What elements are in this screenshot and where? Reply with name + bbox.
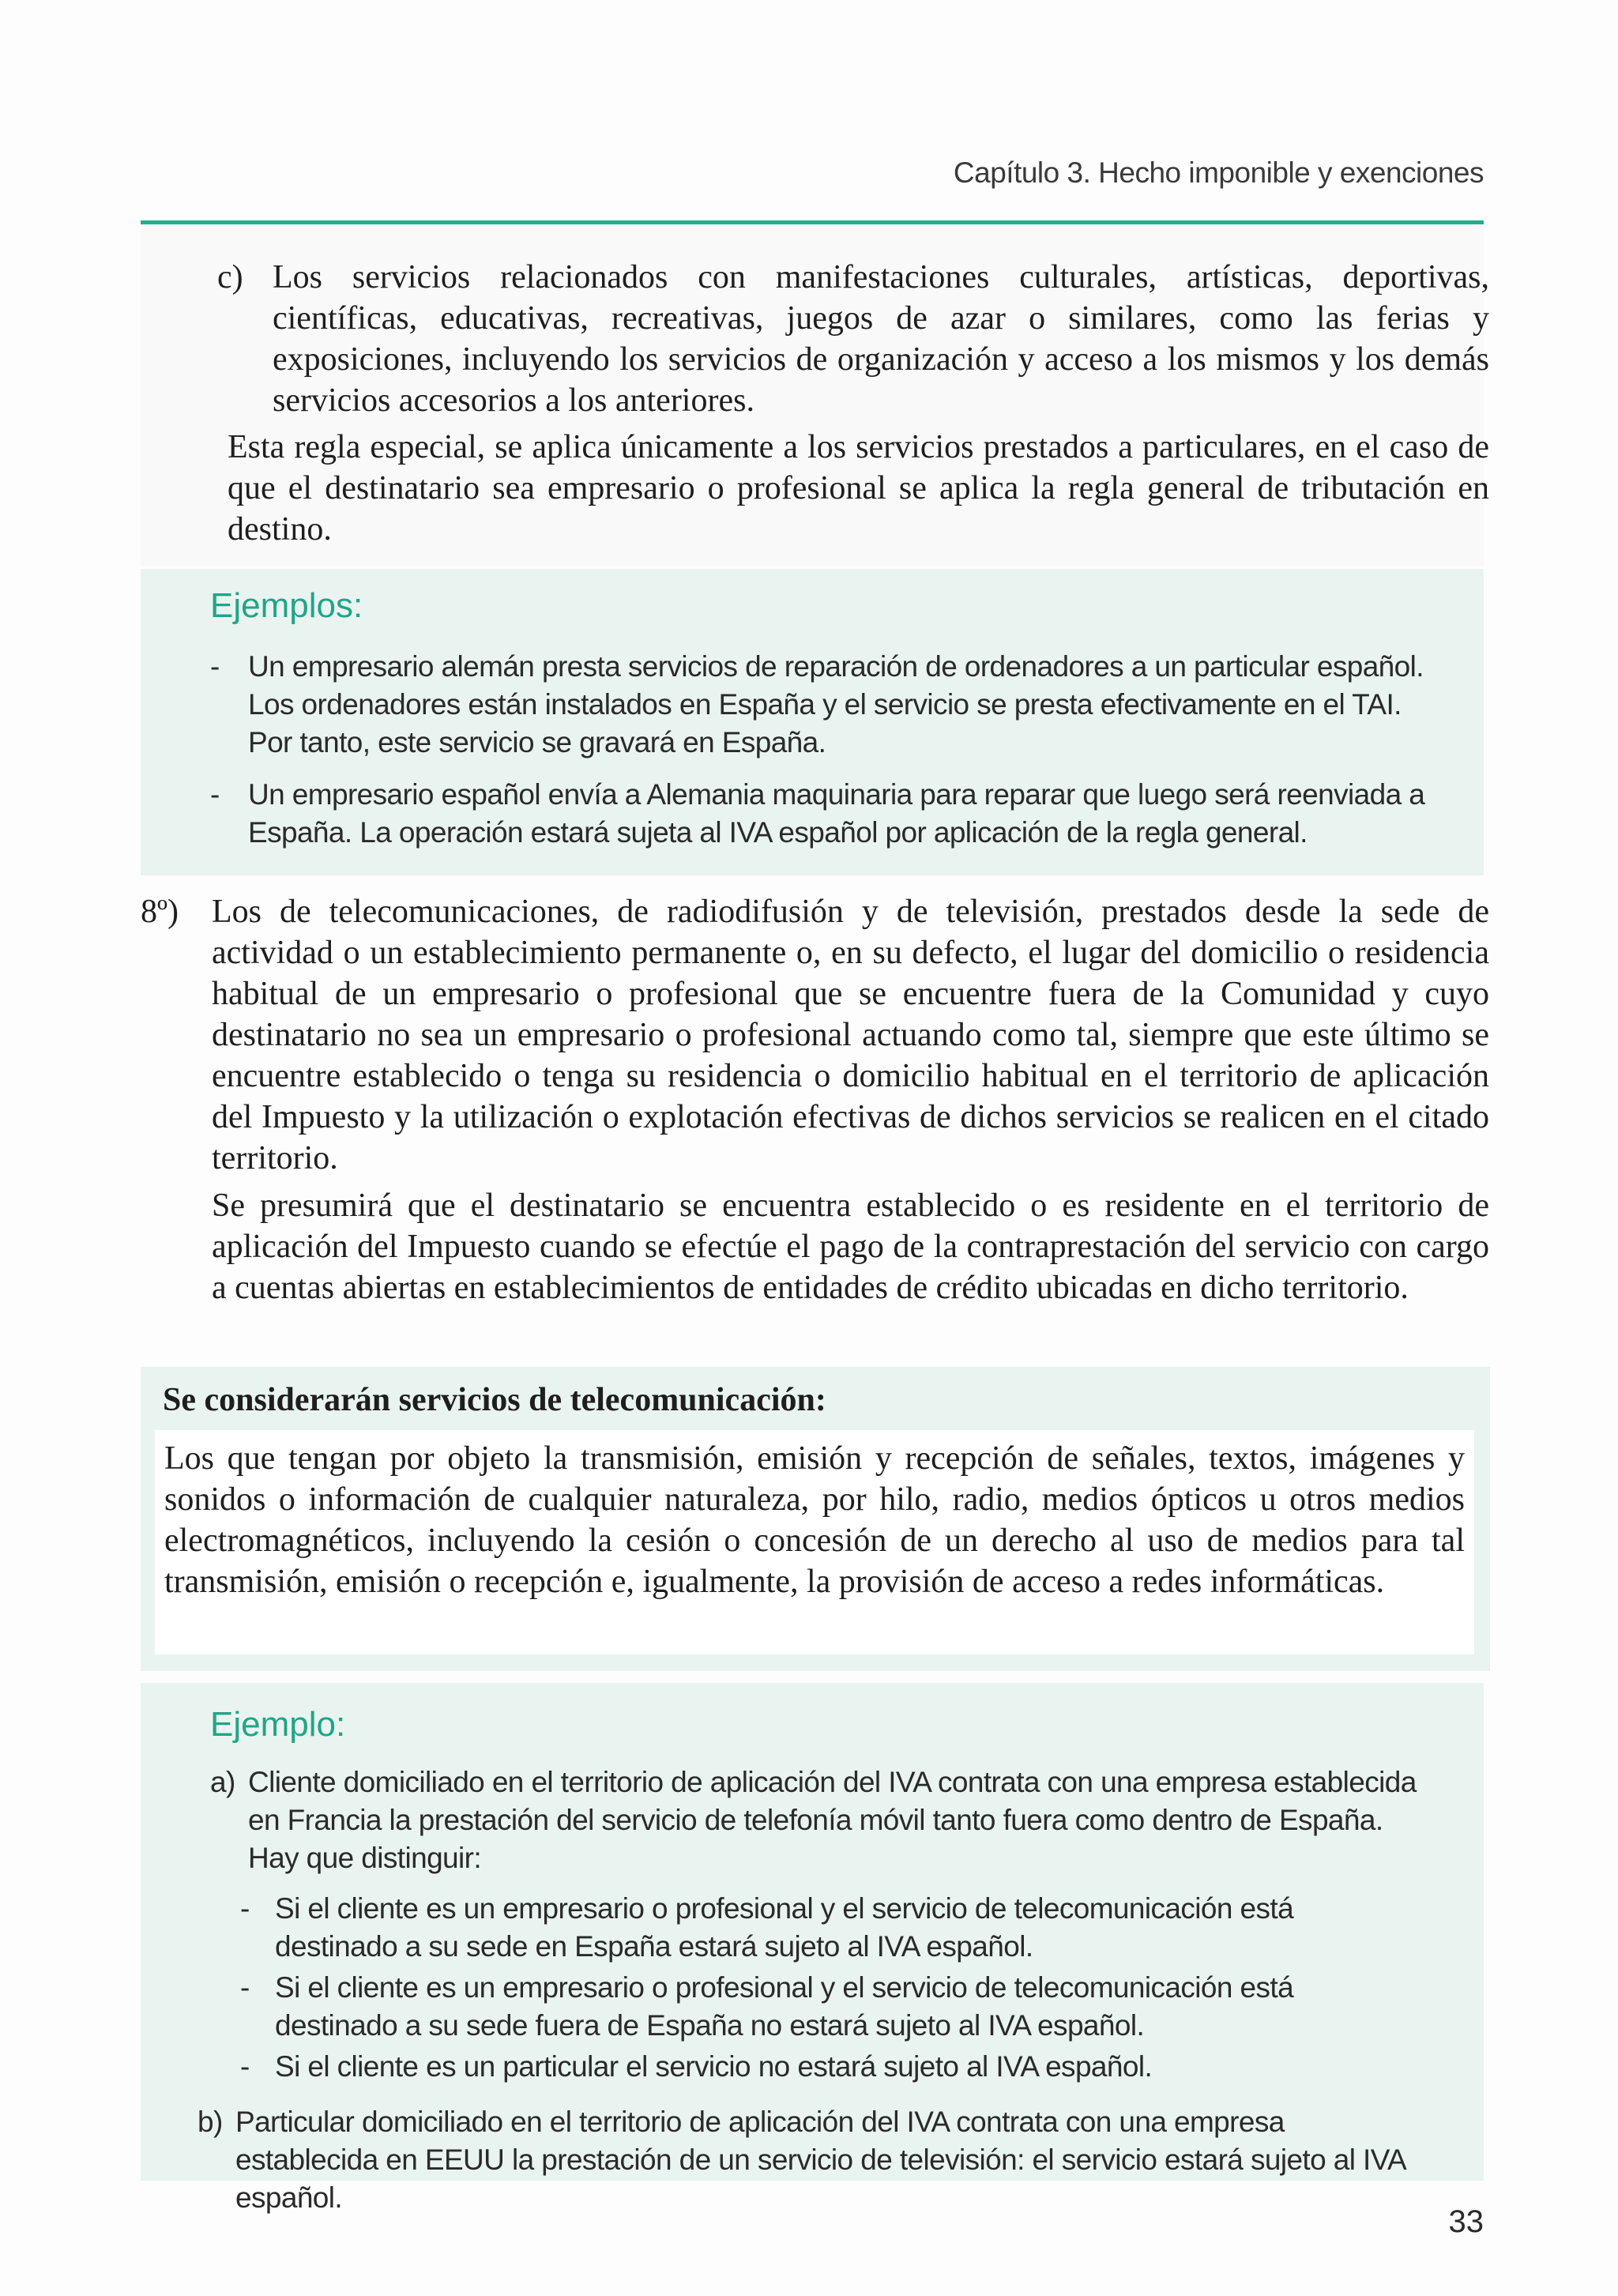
ejemplos-box xyxy=(141,569,1484,875)
dash-marker: - xyxy=(210,650,220,683)
list-item-text: Un empresario español envía a Alemania maquinaria para reparar que luego será reenviada a España. La operación estará sujeta al IVA español por aplicación de la regla general. xyxy=(248,778,1425,849)
list-item-text: Los de telecomunicaciones, de radiodifusión y de televisión, prestados desde la sede de actividad o un establecimiento permanente o, en su defecto, el lugar del domicilio o residencia habitual de un empresario o profesional que se encuentre fuera de la Comunidad y cuyo destinatario no sea un empresario o profesional actuando como tal, siempre que este último se encuentre establecido o tenga su residencia o domicilio habitual en el territorio de aplicación del Impuesto y la utilización o explotación efectivas de dichos servicios se realicen en el citado territorio. xyxy=(212,894,1489,1176)
list-item xyxy=(210,648,1427,762)
dash-marker: - xyxy=(210,778,220,811)
list-item-text: Si el cliente es un particular el servicio no estará sujeto al IVA español. xyxy=(275,2050,1153,2083)
ejemplo-heading: Ejemplo: xyxy=(210,1705,346,1744)
ejemplo-box xyxy=(141,1683,1484,2214)
list-item xyxy=(210,776,1427,852)
list-label: a) xyxy=(210,1766,235,1798)
ejemplos-heading: Ejemplos: xyxy=(210,586,363,625)
page-number: 33 xyxy=(1448,2204,1484,2239)
list-item-c xyxy=(217,257,1489,421)
list-item-text: Particular domiciliado en el territorio de aplicación del IVA contrata con una empresa establecida en EEUU la prestación de un servicio de televisión: el servicio estará sujeto al IVA español. xyxy=(235,2106,1405,2214)
case-a xyxy=(210,1763,1427,1877)
list-item xyxy=(240,2048,1409,2086)
list-item-text: Un empresario alemán presta servicios de reparación de ordenadores a un particular español. Los ordenadores están instalados en España y el servicio se presta efectivamente en el TAI. Por tanto, este servicio se gravará en España. xyxy=(248,650,1424,758)
dash-marker: - xyxy=(240,1892,250,1925)
header-divider xyxy=(141,220,1484,224)
dash-marker: - xyxy=(240,2050,250,2083)
telecom-heading: Se considerarán servicios de telecomunicación: xyxy=(163,1382,826,1418)
list-label: 8º) xyxy=(141,894,179,930)
list-label: c) xyxy=(217,259,243,295)
rule-note-paragraph: Esta regla especial, se aplica únicamente a los servicios prestados a particulares, en el caso de que el destinatario sea empresario o profesional se aplica la regla general de tributación en destino. xyxy=(228,429,1489,548)
list-item xyxy=(240,1890,1409,1966)
dash-marker: - xyxy=(240,1971,250,2004)
telecom-definition: Los que tengan por objeto la transmisión, emisión y recepción de señales, textos, imágenes y sonidos o información de cualquier naturaleza, por hilo, radio, medios ópticos u otros medios electromagnéticos, incluyendo la cesión o concesión de un derecho al uso de medios para tal transmisión, emisión o recepción e, igualmente, la provisión de acceso a redes informáticas. xyxy=(155,1430,1474,1654)
list-item-text: Cliente domiciliado en el territorio de aplicación del IVA contrata con una empresa establecida en Francia la prestación del servicio de telefonía móvil tanto fuera como dentro de España. Hay que distinguir: xyxy=(248,1766,1417,1874)
list-item-text: Los servicios relacionados con manifestaciones culturales, artísticas, deportivas, científicas, educativas, recreativas, juegos de azar o similares, como las ferias y exposiciones, incluyendo los servicios de organización y acceso a los mismos y los demás servicios accesorios a los anteriores. xyxy=(273,259,1489,419)
list-item xyxy=(240,1969,1409,2045)
list-item-text: Si el cliente es un empresario o profesional y el servicio de telecomunicación está destinado a su sede en España estará sujeto al IVA español. xyxy=(275,1892,1294,1963)
list-item-text: Si el cliente es un empresario o profesional y el servicio de telecomunicación está destinado a su sede fuera de España no estará sujeto al IVA español. xyxy=(275,1971,1294,2042)
list-label: b) xyxy=(198,2106,223,2138)
list-item-8 xyxy=(141,891,1489,1179)
case-b xyxy=(198,2103,1430,2217)
presumption-paragraph: Se presumirá que el destinatario se encuentra establecido o es residente en el territorio de aplicación del Impuesto cuando se efectúe el pago de la contraprestación del servicio con cargo a cuentas abiertas en establecimientos de entidades de crédito ubicadas en dicho territorio. xyxy=(212,1188,1489,1306)
chapter-title: Capítulo 3. Hecho imponible y exenciones xyxy=(953,156,1484,189)
